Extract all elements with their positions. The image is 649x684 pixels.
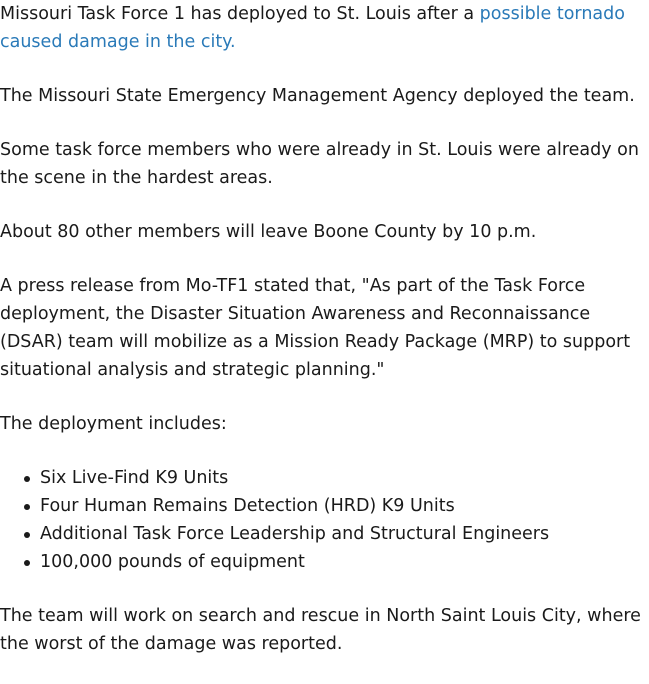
list-item-text: Additional Task Force Leadership and Structural Engineers — [40, 524, 550, 544]
bullet-icon — [24, 504, 30, 510]
paragraph-search-rescue: The team will work on search and rescue in North Saint Louis City, where the worst of the damage was reported. — [0, 606, 641, 654]
list-item-text: 100,000 pounds of equipment — [40, 552, 305, 572]
list-item — [0, 548, 649, 576]
bullet-icon — [24, 532, 30, 538]
tornado-damage-link[interactable]: possible tornado caused damage in the city. — [0, 4, 625, 52]
deployment-list — [0, 464, 649, 576]
list-item — [0, 492, 649, 520]
paragraph-boone-county: About 80 other members will leave Boone County by 10 p.m. — [0, 222, 537, 242]
paragraph-members-on-scene: Some task force members who were already in St. Louis were already on the scene in the hardest areas. — [0, 140, 639, 188]
paragraph-sema: The Missouri State Emergency Management Agency deployed the team. — [0, 86, 635, 106]
paragraph-press-release: A press release from Mo-TF1 stated that, "As part of the Task Force deployment, the Disaster Situation Awareness and Reconnaissance (DSAR) team will mobilize as a Mission Ready Package (MRP) to support situational analysis and strategic planning." — [0, 276, 631, 380]
paragraph-intro — [0, 0, 649, 56]
intro-text: Missouri Task Force 1 has deployed to St. Louis after a — [0, 4, 480, 24]
list-item — [0, 520, 649, 548]
list-item — [0, 464, 649, 492]
paragraph-deployment-intro: The deployment includes: — [0, 414, 227, 434]
bullet-icon — [24, 560, 30, 566]
list-item-text: Six Live-Find K9 Units — [40, 468, 229, 488]
list-item-text: Four Human Remains Detection (HRD) K9 Units — [40, 496, 455, 516]
bullet-icon — [24, 476, 30, 482]
